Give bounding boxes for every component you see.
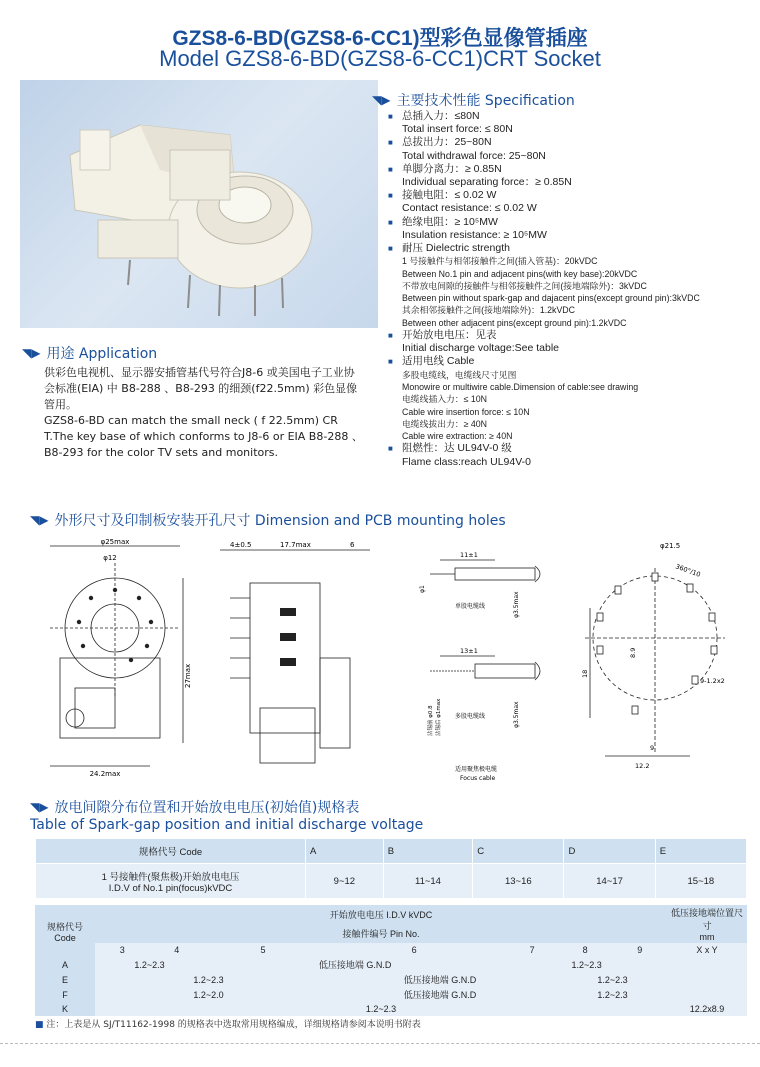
code-header (35, 905, 95, 957)
spec-discharge-en: Initial discharge voltage:See table (402, 342, 560, 355)
cell-xy (667, 972, 747, 987)
table-row (36, 839, 747, 864)
title-en: Model GZS8-6-BD(GZS8-6-CC1)CRT Socket (159, 46, 601, 71)
cable-line: Monowire or multiwire cable.Dimension of cable:see drawing (402, 381, 639, 392)
table-heading-cn: 放电间隙分布位置和开始放电电压(初始值)规格表 (54, 800, 360, 816)
idv-header: 开始放电电压 I.D.V kVDC (95, 905, 667, 924)
pcb-12-2: 12.2 (635, 762, 650, 770)
dielectric-line: 不带放电间隙的接触件与相邻接触件之间(接地端除外)：3kVDC (402, 280, 647, 291)
cable-focus-en: Focus cable (460, 775, 496, 782)
cell-a: 1.2~2.3 (95, 957, 204, 972)
spec-cable: ■ 适用电线 Cable (386, 355, 756, 368)
idv-value: 15~18 (655, 864, 746, 899)
cell-b: 低压接地端 G.N.D (322, 987, 558, 1002)
code-label: 规格代号 Code (36, 839, 306, 864)
dim-phi12: φ12 (103, 554, 117, 562)
xy-header: X x Y (667, 943, 747, 957)
cell-c: 1.2~2.3 (558, 987, 667, 1002)
application-en: GZS8-6-BD can match the small neck ( f 22.5mm) CR T.The key base of which conforms to J8-6 or EIA B8-288 、B8-293 for the color TV sets and monitors. (44, 414, 363, 459)
cell-xy (667, 987, 747, 1002)
cable-len-1: 11±1 (460, 551, 478, 559)
spec-item: ■ 总拔出力：25~80N (386, 136, 756, 149)
dimension-heading-text: 外形尺寸及印制板安装开孔尺寸 Dimension and PCB mounting holes (54, 513, 506, 529)
spec-item: ■ 单脚分离力：≥ 0.85N (386, 163, 756, 176)
pin-no: 6 (322, 943, 506, 957)
cable-mono: 单股电缆线 (455, 603, 486, 610)
dielectric-line: 其余相邻接触件之间(接地端除外)：1.2kVDC (402, 305, 576, 316)
spec-heading-text: 主要技术性能 Specification (396, 93, 575, 109)
spec-heading (372, 90, 575, 110)
code-header-en: Code (54, 932, 76, 943)
cell-a: 1.2~2.3 (95, 972, 322, 987)
code-cell: E (655, 839, 746, 864)
dielectric-line: 1 号接触件与相邻接触件之间(插入管基)：20kVDC (402, 256, 598, 267)
table-heading (30, 797, 423, 833)
row-code: E (35, 972, 95, 987)
table-row (35, 943, 747, 957)
product-photo (20, 80, 378, 328)
cell-b: 低压接地端 G.N.D (322, 972, 558, 987)
table-row (36, 864, 747, 899)
row-code: K (35, 1002, 95, 1016)
application-heading-text: 用途 Application (46, 346, 158, 362)
footnote-text: 注：上表是从 SJ/T11162-1998 的规格表中选取常用规格编成，详细规格请参阅本说明书附表 (46, 1020, 421, 1030)
cell-b: 低压接地端 G.N.D (204, 957, 506, 972)
cell-a (95, 1002, 204, 1016)
dim-17-7: 17.7max (280, 541, 311, 549)
cable-tin-after: 沾锡后 φ1max (436, 698, 442, 736)
pin-header: 接触件编号 Pin No. (95, 924, 667, 943)
pcb-holes-drawing (575, 538, 745, 788)
table-row (35, 987, 747, 1002)
table-row (35, 972, 747, 987)
front-view-drawing (35, 538, 195, 788)
pcb-holes: 9-1.2x2 (700, 677, 725, 685)
spec-flame-en: Flame class:reach UL94V-0 (402, 455, 531, 468)
row-code: F (35, 987, 95, 1002)
dielectric-line: Between pin without spark-gap and dajacent pins(except ground pin):3kVDC (402, 293, 700, 304)
pcb-phi21-5: φ21.5 (660, 542, 681, 550)
idv-value: 9~12 (306, 864, 384, 899)
pin-no: 3 (95, 943, 150, 957)
pcb-angle: 360°/10 (674, 562, 702, 579)
pos-header (667, 905, 747, 943)
code-cell: D (564, 839, 655, 864)
spec-item-en: Total insert force: ≤ 80N (402, 123, 513, 136)
spec-item-en: Total withdrawal force: 25~80N (402, 149, 546, 162)
table-row (35, 957, 747, 972)
code-cell: A (306, 839, 384, 864)
spec-item: ■ 总插入力：≤80N (386, 110, 756, 123)
pcb-18: 18 (581, 669, 589, 678)
spec-item-en: Individual separating force：≥ 0.85N (402, 176, 572, 189)
pin-no: 8 (558, 943, 613, 957)
cell-a: 1.2~2.0 (95, 987, 322, 1002)
spec-discharge: ■ 开始放电电压：见表 (386, 329, 756, 342)
arrow-bullet-icon: ◥▶ (372, 93, 391, 107)
code-header-cn: 规格代号 (46, 921, 83, 932)
cable-tin-before: 沾锡前 φ0.8 (428, 705, 434, 736)
dielectric-line: Between No.1 pin and adjacent pins(with key base):20kVDC (402, 268, 638, 279)
spec-dielectric: ■ 耐压 Dielectric strength (386, 242, 756, 255)
spec-flame: ■ 阻燃性：达 UL94V-0 级 (386, 442, 756, 455)
cell-xy (667, 957, 747, 972)
idv-value: 14~17 (564, 864, 655, 899)
table-row (35, 905, 747, 924)
cable-phi1: φ1 (419, 585, 426, 593)
cable-multi: 多股电缆线 (455, 713, 486, 720)
spec-item: ■ 绝缘电阻：≥ 10⁵MW (386, 216, 756, 229)
pos-header-unit: mm (699, 932, 715, 942)
arrow-bullet-icon: ◥▶ (30, 800, 49, 814)
pin-no: 9 (612, 943, 667, 957)
cable-line: Cable wire extraction: ≥ 40N (402, 431, 513, 442)
application-heading (22, 343, 157, 363)
spark-gap-table (35, 905, 747, 1016)
side-view-drawing (210, 538, 380, 788)
idv-label-en: I.D.V of No.1 pin(focus)kVDC (108, 882, 233, 894)
cable-phi3-5b: φ3.5max (513, 701, 520, 728)
dim-4: 4±0.5 (230, 541, 252, 549)
footnote (35, 1017, 421, 1030)
cable-line: Cable wire insertion force: ≤ 10N (402, 406, 530, 417)
cable-focus-cn: 适用聚焦极电缆 (455, 766, 498, 773)
pos-header-cn: 低压接地端位置尺寸 (670, 908, 743, 931)
dimension-heading (30, 510, 506, 530)
idv-table (35, 838, 747, 899)
pin-no: 4 (150, 943, 205, 957)
table-row (35, 1002, 747, 1016)
arrow-bullet-icon: ◥▶ (30, 513, 49, 527)
divider (0, 1043, 760, 1044)
dielectric-line: Between other adjacent pins(except ground pin):1.2kVDC (402, 317, 627, 328)
dim-6: 6 (350, 541, 355, 549)
dim-27max: 27max (184, 663, 192, 688)
cable-line: 电缆线插入力：≤ 10N (402, 394, 487, 405)
socket-illustration (20, 80, 378, 328)
spec-item-en: Contact resistance: ≤ 0.02 W (402, 202, 537, 215)
cable-phi3-5a: φ3.5max (513, 591, 520, 618)
row-code: A (35, 957, 95, 972)
idv-value: 11~14 (383, 864, 472, 899)
cell-b: 1.2~2.3 (204, 1002, 558, 1016)
code-cell: B (383, 839, 472, 864)
application-cn: 供彩色电视机、显示器安插管基代号符合J8-6 或美国电子工业协会标准(EIA) 中 B8-288 、B8-293 的细颈(f22.5mm) 彩色显像管用。 (44, 366, 358, 411)
application-text (44, 365, 364, 461)
spec-list (386, 110, 756, 469)
table-heading-en: Table of Spark-gap position and initial discharge voltage (30, 817, 424, 833)
cable-len-2: 13±1 (460, 647, 478, 655)
cable-line: 电缆线拔出力：≥ 40N (402, 418, 487, 429)
cable-drawing (410, 538, 570, 788)
table-heading-cn-row (30, 797, 423, 817)
cell-c (558, 1002, 667, 1016)
code-cell: C (473, 839, 564, 864)
title-cn: GZS8-6-BD(GZS8-6-CC1)型彩色显像管插座 (172, 27, 588, 50)
idv-value: 13~16 (473, 864, 564, 899)
dim-24max: 24.2max (89, 770, 121, 778)
cable-line: 多股电缆线，电缆线尺寸见图 (402, 369, 517, 380)
dim-phi25: φ25max (100, 538, 130, 546)
arrow-bullet-icon: ◥▶ (22, 346, 41, 360)
pcb-9: 9 (650, 744, 655, 752)
table-row (35, 924, 747, 943)
note-bullet-icon: ■ (35, 1020, 47, 1030)
pin-no: 5 (204, 943, 322, 957)
pin-no: 7 (506, 943, 558, 957)
idv-label-cn: 1 号接触件(聚焦极)开始放电电压 (101, 871, 240, 883)
spec-item: ■ 接触电阻：≤ 0.02 W (386, 189, 756, 202)
spec-item-en: Insulation resistance: ≥ 10⁵MW (402, 228, 547, 241)
cell-c: 1.2~2.3 (506, 957, 667, 972)
cell-c: 1.2~2.3 (558, 972, 667, 987)
idv-label (36, 864, 306, 899)
cell-xy: 12.2x8.9 (667, 1002, 747, 1016)
pcb-8-9: 8.9 (629, 647, 637, 658)
